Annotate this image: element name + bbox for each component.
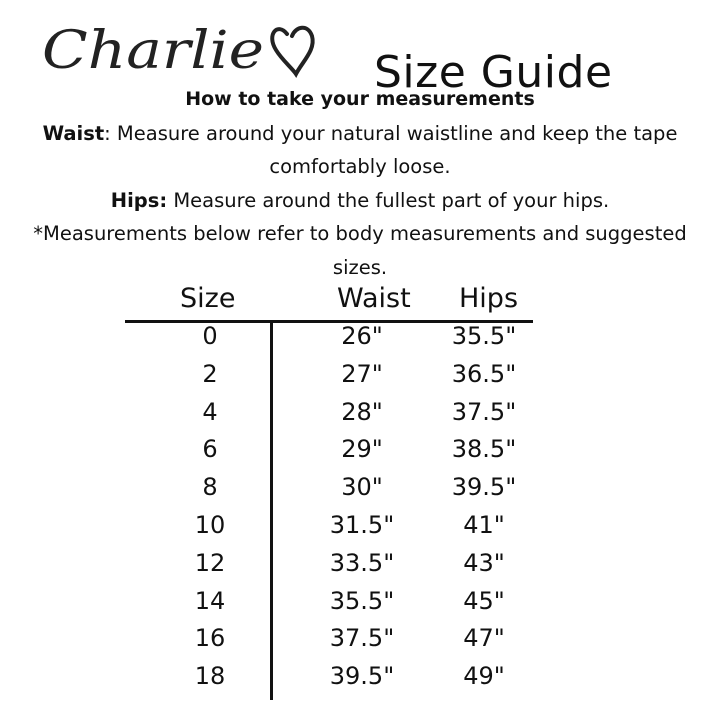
column-header-size: Size (180, 283, 236, 314)
table-row (0, 620, 720, 658)
hips-cell: 43" (463, 548, 505, 577)
table-row (0, 356, 720, 394)
column-header-waist: Waist (337, 283, 411, 314)
table-row (0, 583, 720, 621)
table-row (0, 394, 720, 432)
waist-cell: 37.5" (329, 624, 395, 653)
hips-cell: 35.5" (451, 322, 517, 350)
table-body (0, 318, 720, 696)
size-cell: 18 (194, 662, 226, 691)
waist-cell: 30" (341, 473, 383, 502)
size-cell: 8 (202, 473, 218, 502)
hips-cell: 36.5" (451, 359, 517, 388)
size-cell: 0 (202, 322, 218, 350)
hips-cell: 41" (463, 510, 505, 539)
size-cell: 2 (202, 359, 218, 388)
table-row (0, 545, 720, 583)
waist-cell: 26" (341, 322, 383, 350)
hips-cell: 38.5" (451, 435, 517, 464)
column-header-hips: Hips (459, 283, 519, 314)
table-row (0, 507, 720, 545)
measurement-note: *Measurements below refer to body measurements and suggested sizes. (33, 222, 687, 279)
hips-cell: 45" (463, 586, 505, 615)
size-cell: 10 (194, 510, 226, 539)
table-row (0, 469, 720, 507)
waist-label: Waist (42, 121, 105, 145)
table-row (0, 318, 720, 356)
table-row (0, 658, 720, 696)
waist-cell: 39.5" (329, 662, 395, 691)
hips-cell: 37.5" (451, 397, 517, 426)
waist-cell: 27" (341, 359, 383, 388)
logo-wordmark: Charlie (42, 21, 264, 81)
hips-label: Hips: (110, 188, 168, 212)
size-cell: 12 (194, 548, 226, 577)
table-row (0, 431, 720, 469)
size-cell: 16 (194, 624, 226, 653)
waist-cell: 28" (341, 397, 383, 426)
hips-cell: 49" (463, 662, 505, 691)
waist-cell: 35.5" (329, 586, 395, 615)
waist-cell: 33.5" (329, 548, 395, 577)
waist-cell: 31.5" (329, 510, 395, 539)
waist-text: : Measure around your natural waistline and keep the tape comfortably loose. (104, 121, 678, 178)
hips-cell: 47" (463, 624, 505, 653)
hips-cell: 39.5" (451, 473, 517, 502)
waist-cell: 29" (341, 435, 383, 464)
instructions-heading: How to take your measurements (185, 88, 535, 110)
size-cell: 4 (202, 397, 218, 426)
size-cell: 14 (194, 586, 226, 615)
hips-text: Measure around the fullest part of your hips. (167, 188, 610, 212)
size-cell: 6 (202, 435, 218, 464)
page-title: Size Guide (374, 47, 613, 99)
